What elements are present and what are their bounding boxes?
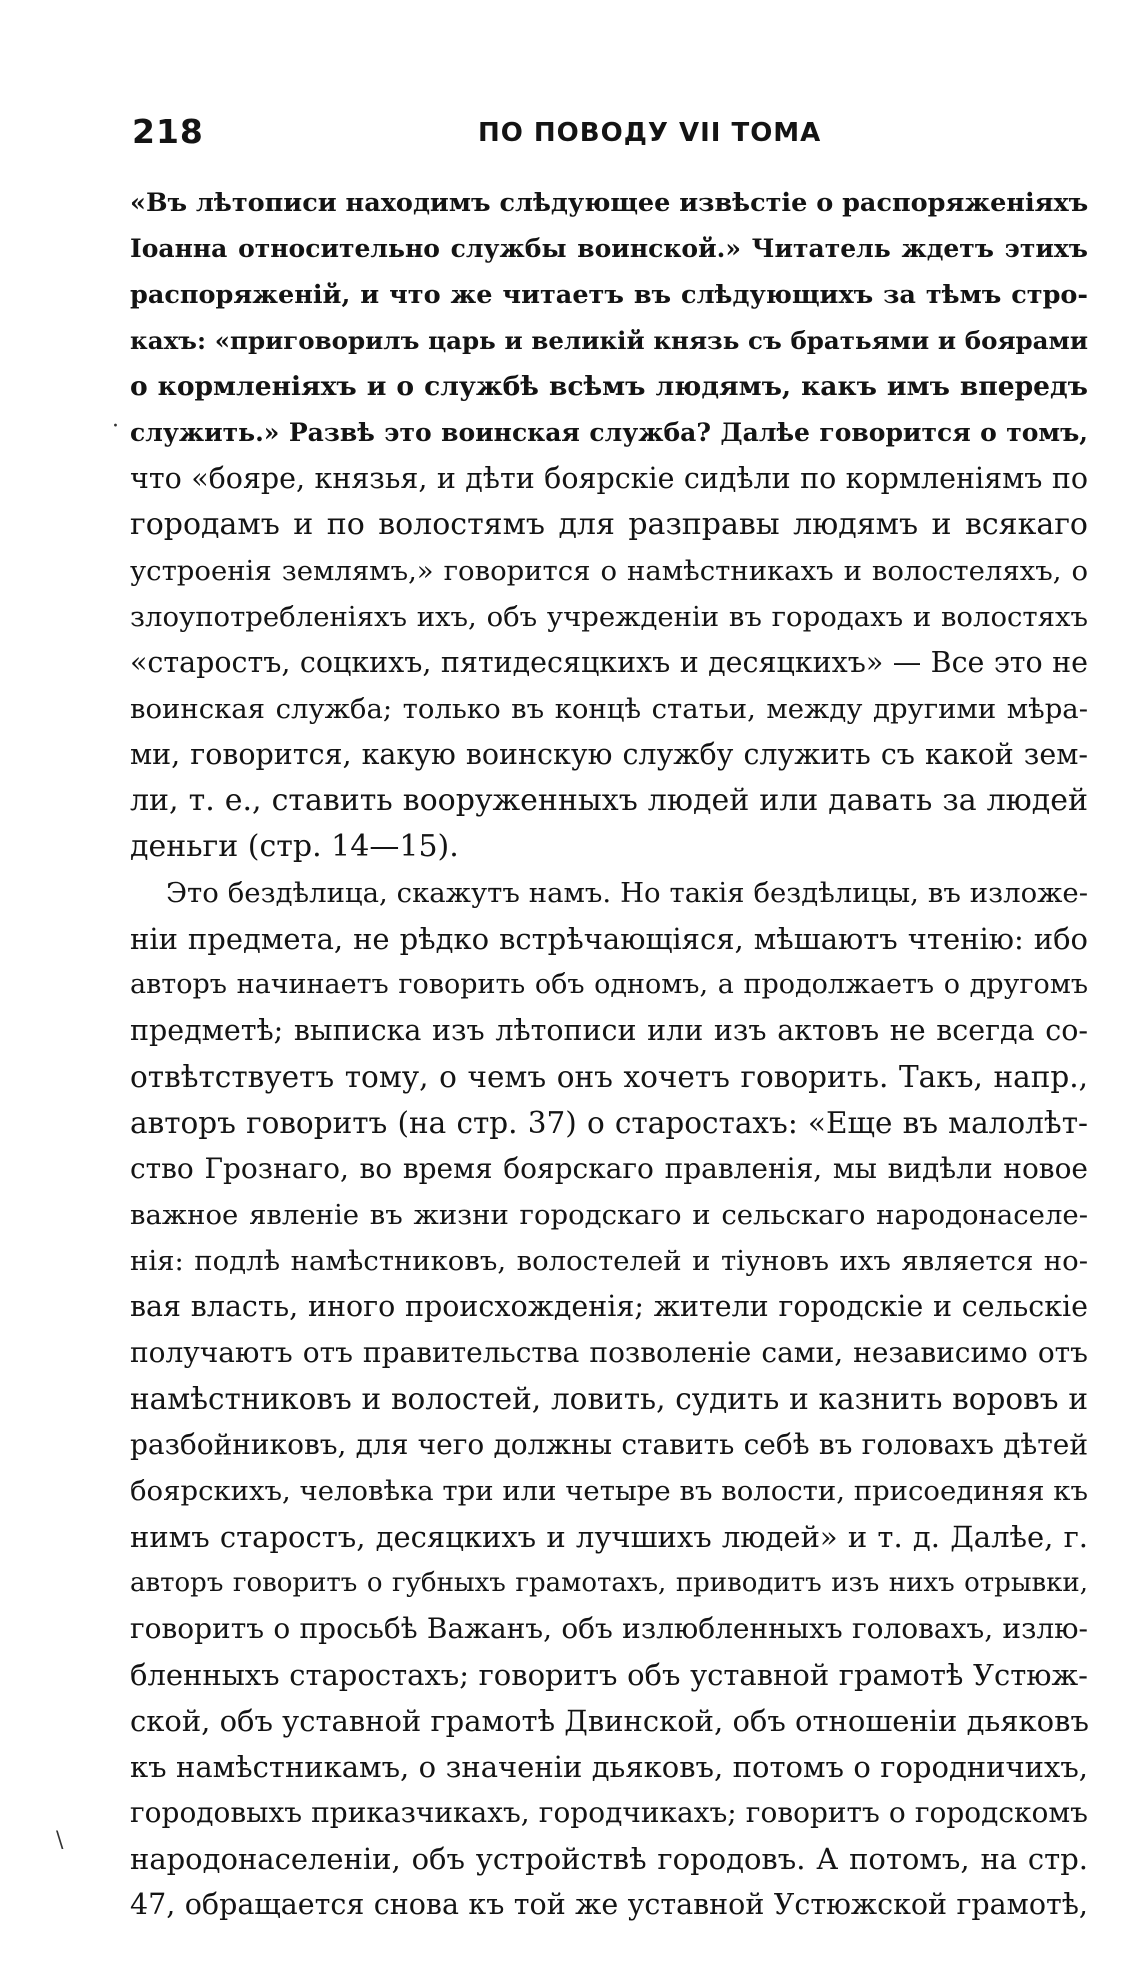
text-line: нія: подлѣ намѣстниковъ, волостелей и тіуновъ ихъ является но-: [130, 1245, 1088, 1277]
text-line: «старостъ, соцкихъ, пятидесяцкихъ и десяцкихъ» — Все это не: [130, 646, 1088, 679]
text-line: деньги (стр. 14—15).: [130, 829, 459, 864]
text-line: ли, т. е., ставить вооруженныхъ людей или давать за людей: [130, 783, 1088, 818]
text-line: разбойниковъ, для чего должны ставить себѣ въ головахъ дѣтей: [130, 1428, 1088, 1461]
text-line: отвѣтствуетъ тому, о чемъ онъ хочетъ говорить. Такъ, напр.,: [130, 1060, 1088, 1094]
text-line: авторъ начинаетъ говорить объ одномъ, а продолжаетъ о другомъ: [130, 969, 1088, 1000]
text-line: распоряженій, и что же читаетъ въ слѣдующихъ за тѣмъ стро-: [130, 280, 1088, 310]
text-line: къ намѣстникамъ, о значеніи дьяковъ, потомъ о городничихъ,: [130, 1750, 1088, 1784]
text-line: авторъ говоритъ о губныхъ грамотахъ, приводитъ изъ нихъ отрывки,: [130, 1568, 1088, 1598]
text-line: устроенія землямъ,» говорится о намѣстникахъ и волостеляхъ, о: [130, 555, 1088, 587]
text-line: ской, объ уставной грамотѣ Двинской, объ отношеніи дьяковъ: [130, 1704, 1089, 1738]
running-title: ПО ПОВОДУ VII ТОМА: [478, 118, 822, 148]
text-line: бленныхъ старостахъ; говоритъ объ уставной грамотѣ Устюж-: [130, 1658, 1088, 1692]
page-header: [132, 112, 1086, 162]
text-line: вая власть, иного происхожденія; жители городскіе и сельскіе: [130, 1290, 1088, 1323]
text-line: о кормленіяхъ и о службѣ всѣмъ людямъ, какъ имъ впередъ: [130, 371, 1088, 402]
text-line: получаютъ отъ правительства позволеніе сами, независимо отъ: [130, 1336, 1088, 1369]
text-line: кахъ: «приговорилъ царь и великій князь съ братьями и боярами: [130, 326, 1088, 355]
text-line: нимъ старостъ, десяцкихъ и лучшихъ людей» и т. д. Далѣе, г.: [130, 1520, 1088, 1554]
text-line: ство Грознаго, во время боярскаго правленія, мы видѣли новое: [130, 1152, 1088, 1185]
text-line: ми, говорится, какую воинскую службу служить съ какой зем-: [130, 738, 1088, 771]
body-text: [130, 180, 1088, 1928]
text-line: городамъ и по волостямъ для разправы людямъ и всякаго: [130, 507, 1088, 542]
text-line: ніи предмета, не рѣдко встрѣчающіяся, мѣшаютъ чтенію: ибо: [130, 922, 1088, 956]
text-line: злоупотребленіяхъ ихъ, объ учрежденіи въ городахъ и волостяхъ: [130, 601, 1088, 633]
text-line: служить.» Развѣ это воинская служба? Далѣе говорится о томъ,: [130, 418, 1088, 447]
text-line: что «бояре, князья, и дѣти боярскіе сидѣли по кормленіямъ по: [130, 462, 1088, 495]
margin-dot: ·: [112, 414, 119, 439]
text-line: предметѣ; выписка изъ лѣтописи или изъ актовъ не всегда со-: [130, 1014, 1088, 1047]
text-line: боярскихъ, человѣка три или четыре въ волости, присоединяя къ: [130, 1475, 1088, 1507]
text-line: городовыхъ приказчикахъ, городчикахъ; говоритъ о городскомъ: [130, 1796, 1088, 1829]
text-line: намѣстниковъ и волостей, ловить, судить и казнить воровъ и: [130, 1382, 1088, 1416]
text-line: важное явленіе въ жизни городскаго и сельскаго народонаселе-: [130, 1199, 1088, 1231]
page-number: 218: [132, 112, 204, 151]
text-line: Это бездѣлица, скажутъ намъ. Но такія бездѣлицы, въ изложе-: [166, 877, 1088, 909]
text-line: воинская служба; только въ концѣ статьи, между другими мѣра-: [130, 693, 1088, 725]
text-line: авторъ говоритъ (на стр. 37) о старостахъ: «Еще въ малолѣт-: [130, 1106, 1088, 1140]
text-line: 47, обращается снова къ той же уставной Устюжской грамотѣ,: [130, 1888, 1088, 1921]
margin-tick: \: [56, 1828, 64, 1853]
text-line: «Въ лѣтописи находимъ слѣдующее извѣстіе о распоряженіяхъ: [130, 188, 1089, 218]
text-line: Іоанна относительно службы воинской.» Читатель ждетъ этихъ: [130, 234, 1088, 263]
text-line: народонаселеніи, объ устройствѣ городовъ. А потомъ, на стр.: [130, 1842, 1088, 1876]
text-line: говоритъ о просьбѣ Важанъ, объ излюбленныхъ головахъ, излю-: [130, 1612, 1088, 1645]
